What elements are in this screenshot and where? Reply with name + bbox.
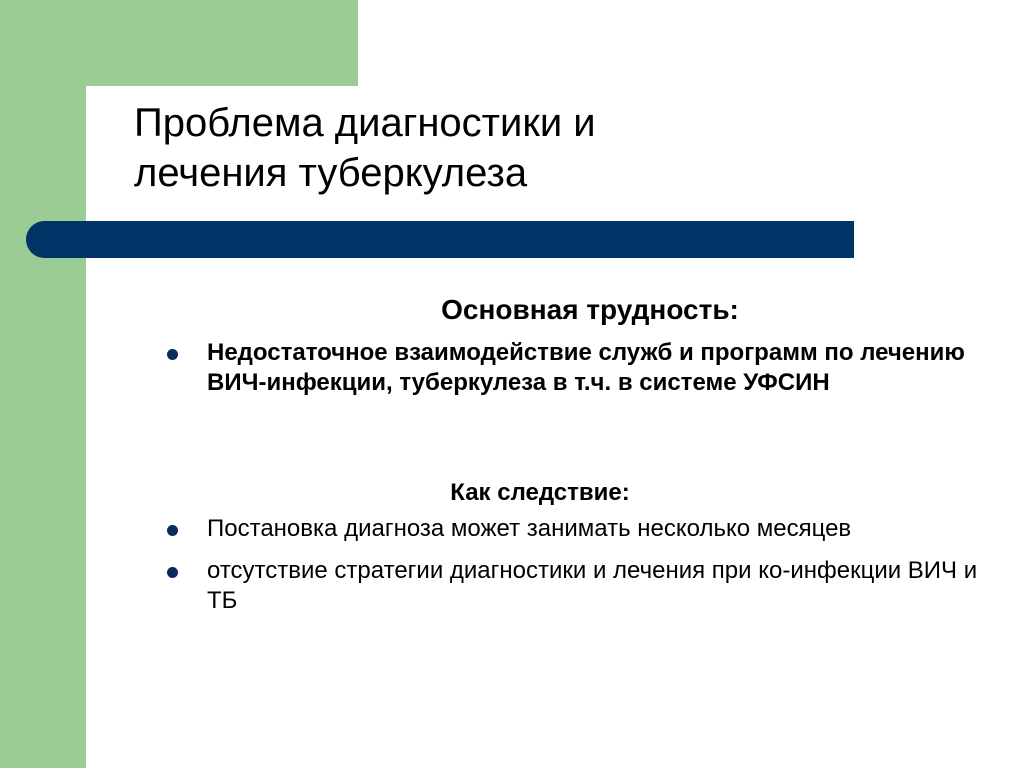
slide-title-line-1: Проблема диагностики и <box>134 101 596 145</box>
consequence-heading: Как следствие: <box>450 479 630 506</box>
list-item-text: Недостаточное взаимодействие служб и программ по лечению ВИЧ-инфекции, туберкулеза в т.ч. в системе УФСИН <box>207 339 965 396</box>
slide-title-line-2: лечения туберкулеза <box>134 151 528 195</box>
list-item <box>0 514 987 544</box>
main-difficulty-list <box>0 338 1024 398</box>
bullet-icon <box>167 349 178 360</box>
list-item <box>0 556 987 616</box>
consequence-list <box>0 514 1024 616</box>
main-difficulty-heading: Основная трудность: <box>441 294 739 325</box>
list-item <box>0 338 987 398</box>
title-underline-bar <box>26 221 854 258</box>
list-item-text: Постановка диагноза может занимать несколько месяцев <box>207 515 852 542</box>
bullet-icon <box>167 567 178 578</box>
bullet-icon <box>167 525 178 536</box>
decorative-green-band-top <box>0 0 358 86</box>
slide-title <box>134 98 894 198</box>
list-item-text: отсутствие стратегии диагностики и лечения при ко-инфекции ВИЧ и ТБ <box>207 557 978 614</box>
